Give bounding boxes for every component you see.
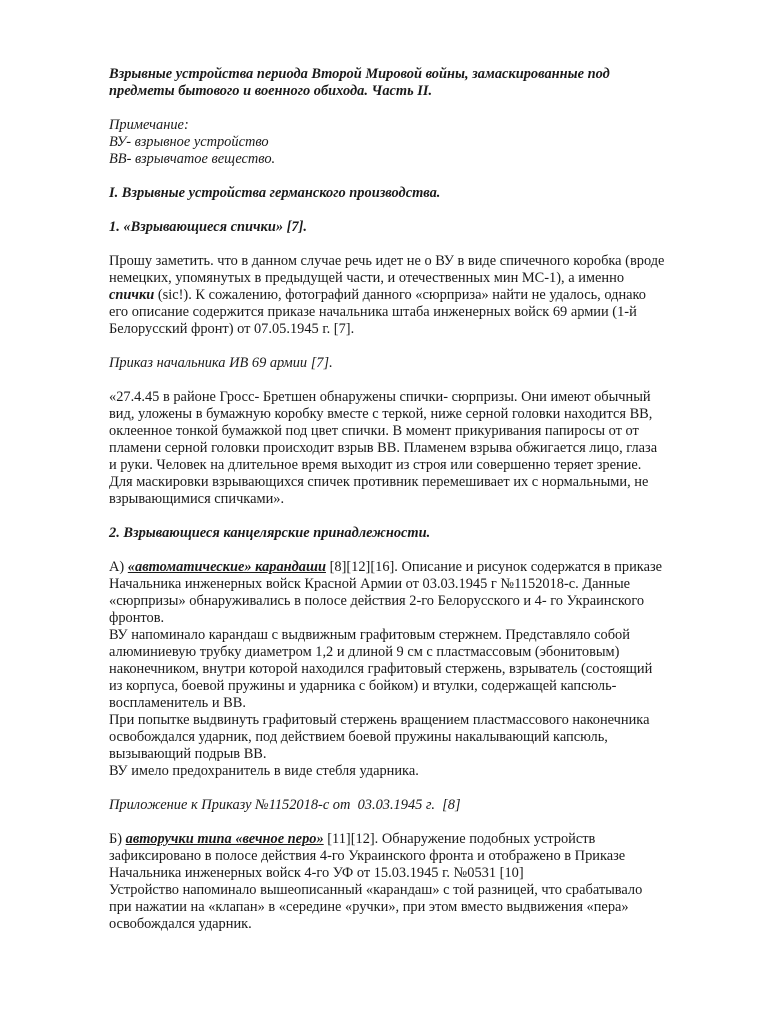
text-line: «27.4.45 в районе Гросс- Бретшен обнаружены спички- сюрпризы. Они имеют обычный	[109, 389, 651, 405]
text-line: воспламенитель и ВВ.	[109, 695, 246, 711]
text-line: освобождался ударник, под действием боевой пружины накалывающий капсюль,	[109, 729, 608, 745]
text-line: и руки. Человек на длительное время выходит из строя или совершенно теряет зрение.	[109, 457, 642, 473]
text-line: оклеенное тонкой бумажкой под цвет спички. В момент прикуривания папиросы от от	[109, 423, 639, 439]
term-fountain-pens: авторучки типа «вечное перо»	[125, 831, 324, 847]
text-line: наконечником, внутри которой находился графитовый стержень, взрыватель (состоящий	[109, 661, 653, 677]
item-1-heading-text: 1. «Взрывающиеся спички» [7].	[109, 219, 308, 235]
text-line: зафиксировано в полосе действия 4-го Украинского фронта и отображено в Приказе	[109, 848, 626, 864]
note-vu: ВУ- взрывное устройство	[109, 134, 269, 150]
note-block	[109, 117, 724, 168]
list-marker: А)	[109, 559, 128, 575]
text-line: алюминиевую трубку диаметром 1,2 и длиной 9 см с пластмассовым (эбонитовым)	[109, 644, 620, 660]
text-line: вызывающий подрыв ВВ.	[109, 746, 267, 762]
item-2-caption	[109, 797, 724, 814]
text-line: Начальника инженерных войск Красной Армии от 03.03.1945 г №1152018-с. Данные	[109, 576, 631, 592]
caption-text: Приказ начальника ИВ 69 армии [7].	[109, 355, 333, 371]
section-1-heading-text: I. Взрывные устройства германского производства.	[109, 185, 441, 201]
text-line: вид, уложены в бумажную коробку вместе с теркой, ниже серной головки находится ВВ,	[109, 406, 653, 422]
text-line: Для маскировки взрывающихся спичек противник перемешивает их с нормальными, не	[109, 474, 649, 490]
item-1-quote	[109, 389, 724, 508]
title-line-1: Взрывные устройства периода Второй Мировой войны, замаскированные под	[109, 66, 610, 82]
item-2b-paragraph	[109, 831, 724, 933]
text-line: Начальника инженерных войск 4-го УФ от 15.03.1945 г. №0531 [10]	[109, 865, 524, 881]
caption-text: Приложение к Приказу №1152018-с от 03.03.1945 г. [8]	[109, 797, 461, 813]
document-page	[109, 66, 724, 933]
text-line: «сюрпризы» обнаруживались в полосе действия 2-го Белорусского и 4- го Украинского	[109, 593, 645, 609]
text-line: При попытке выдвинуть графитовый стержень вращением пластмассового наконечника	[109, 712, 650, 728]
text-line: взрывающимися спичками».	[109, 491, 285, 507]
item-1-heading	[109, 219, 724, 236]
text-fragment: [11][12]. Обнаружение подобных устройств	[323, 831, 596, 847]
list-marker: Б)	[109, 831, 126, 847]
term-pencils: «автоматические» карандаши	[127, 559, 326, 575]
text-line	[109, 831, 724, 848]
item-2a-paragraph	[109, 559, 724, 780]
text-line: ВУ напоминало карандаш с выдвижным графитовым стержнем. Представляло собой	[109, 627, 630, 643]
text-line: из корпуса, боевой пружины и ударника с бойком) и втулки, содержащей капсюль-	[109, 678, 617, 694]
text-line: немецких, упомянутых в предыдущей части, и отечественных мин МС-1), а именно	[109, 270, 625, 286]
text-line: Прошу заметить. что в данном случае речь идет не о ВУ в виде спичечного коробка (вроде	[109, 253, 665, 269]
text-line: Устройство напоминало вышеописанный «карандаш» с той разницей, что срабатывало	[109, 882, 643, 898]
text-fragment: [8][12][16]. Описание и рисунок содержатся в приказе	[325, 559, 663, 575]
item-1-caption	[109, 355, 724, 372]
note-label: Примечание:	[109, 117, 189, 133]
note-vv: ВВ- взрывчатое вещество.	[109, 151, 276, 167]
text-line: при нажатии на «клапан» в «середине «ручки», при этом вместо выдвижения «пера»	[109, 899, 629, 915]
text-line: освобождался ударник.	[109, 916, 252, 932]
text-line: фронтов.	[109, 610, 165, 626]
emphasis-matches: спички	[109, 287, 155, 303]
text-line: ВУ имело предохранитель в виде стебля ударника.	[109, 763, 419, 779]
text-line: Белорусский фронт) от 07.05.1945 г. [7].	[109, 321, 355, 337]
section-1-heading	[109, 185, 724, 202]
document-title	[109, 66, 724, 100]
text-line	[109, 559, 724, 576]
text-line	[109, 287, 724, 304]
text-line: его описание содержится приказе начальника штаба инженерных войск 69 армии (1-й	[109, 304, 637, 320]
text-line: пламени серной головки происходит взрыв ВВ. Пламенем взрыва обжигается лицо, глаза	[109, 440, 658, 456]
item-2-heading	[109, 525, 724, 542]
title-line-2: предметы бытового и военного обихода. Часть II.	[109, 83, 433, 99]
item-2-heading-text: 2. Взрывающиеся канцелярские принадлежности.	[109, 525, 431, 541]
item-1-paragraph	[109, 253, 724, 338]
text-fragment: (sic!). К сожалению, фотографий данного «сюрприза» найти не удалось, однако	[154, 287, 646, 303]
